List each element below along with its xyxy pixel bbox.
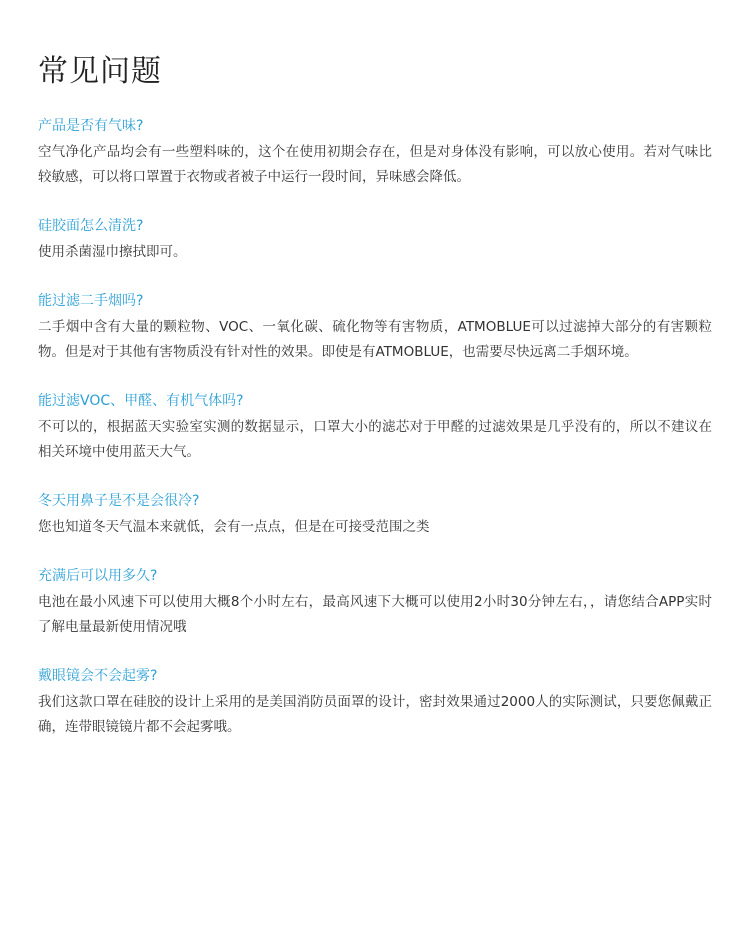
faq-answer: 电池在最小风速下可以使用大概8个小时左右，最高风速下大概可以使用2小时30分钟左右，，请您结合APP实时了解电量最新使用情况哦 bbox=[38, 594, 712, 635]
faq-item-winter bbox=[38, 491, 712, 540]
faq-question: 能过滤二手烟吗? bbox=[38, 293, 144, 309]
faq-answer: 二手烟中含有大量的颗粒物、VOC、一氧化碳、硫化物等有害物质，ATMOBLUE可以过滤掉大部分的有害颗粒物。但是对于其他有害物质没有针对性的效果。即使是有ATMOBLUE，也需要尽快远离二手烟环境。 bbox=[38, 319, 712, 360]
faq-answer: 空气净化产品均会有一些塑料味的，这个在使用初期会存在，但是对身体没有影响，可以放心使用。若对气味比较敏感，可以将口罩置于衣物或者被子中运行一段时间，异味感会降低。 bbox=[38, 144, 712, 185]
faq-answer: 我们这款口罩在硅胶的设计上采用的是美国消防员面罩的设计，密封效果通过2000人的实际测试，只要您佩戴正确，连带眼镜镜片都不会起雾哦。 bbox=[38, 694, 712, 735]
faq-answer: 不可以的，根据蓝天实验室实测的数据显示，口罩大小的滤芯对于甲醛的过滤效果是几乎没有的，所以不建议在相关环境中使用蓝天大气。 bbox=[38, 419, 712, 460]
faq-answer: 使用杀菌湿巾擦拭即可。 bbox=[38, 244, 187, 260]
faq-answer: 您也知道冬天气温本来就低，会有一点点，但是在可接受范围之类 bbox=[38, 519, 430, 535]
faq-item-odor bbox=[38, 116, 712, 190]
faq-question: 冬天用鼻子是不是会很冷? bbox=[38, 493, 200, 509]
faq-question: 能过滤VOC、甲醛、有机气体吗? bbox=[38, 393, 244, 409]
faq-item-voc bbox=[38, 391, 712, 465]
faq-item-glasses-fog bbox=[38, 666, 712, 740]
faq-item-cleaning bbox=[38, 216, 712, 265]
faq-item-battery bbox=[38, 566, 712, 640]
faq-question: 硅胶面怎么清洗? bbox=[38, 218, 144, 234]
faq-question: 产品是否有气味? bbox=[38, 118, 144, 134]
page-title: 常见问题 bbox=[38, 54, 162, 89]
faq-item-second-hand-smoke bbox=[38, 291, 712, 365]
faq-question: 戴眼镜会不会起雾? bbox=[38, 668, 158, 684]
faq-question: 充满后可以用多久? bbox=[38, 568, 158, 584]
